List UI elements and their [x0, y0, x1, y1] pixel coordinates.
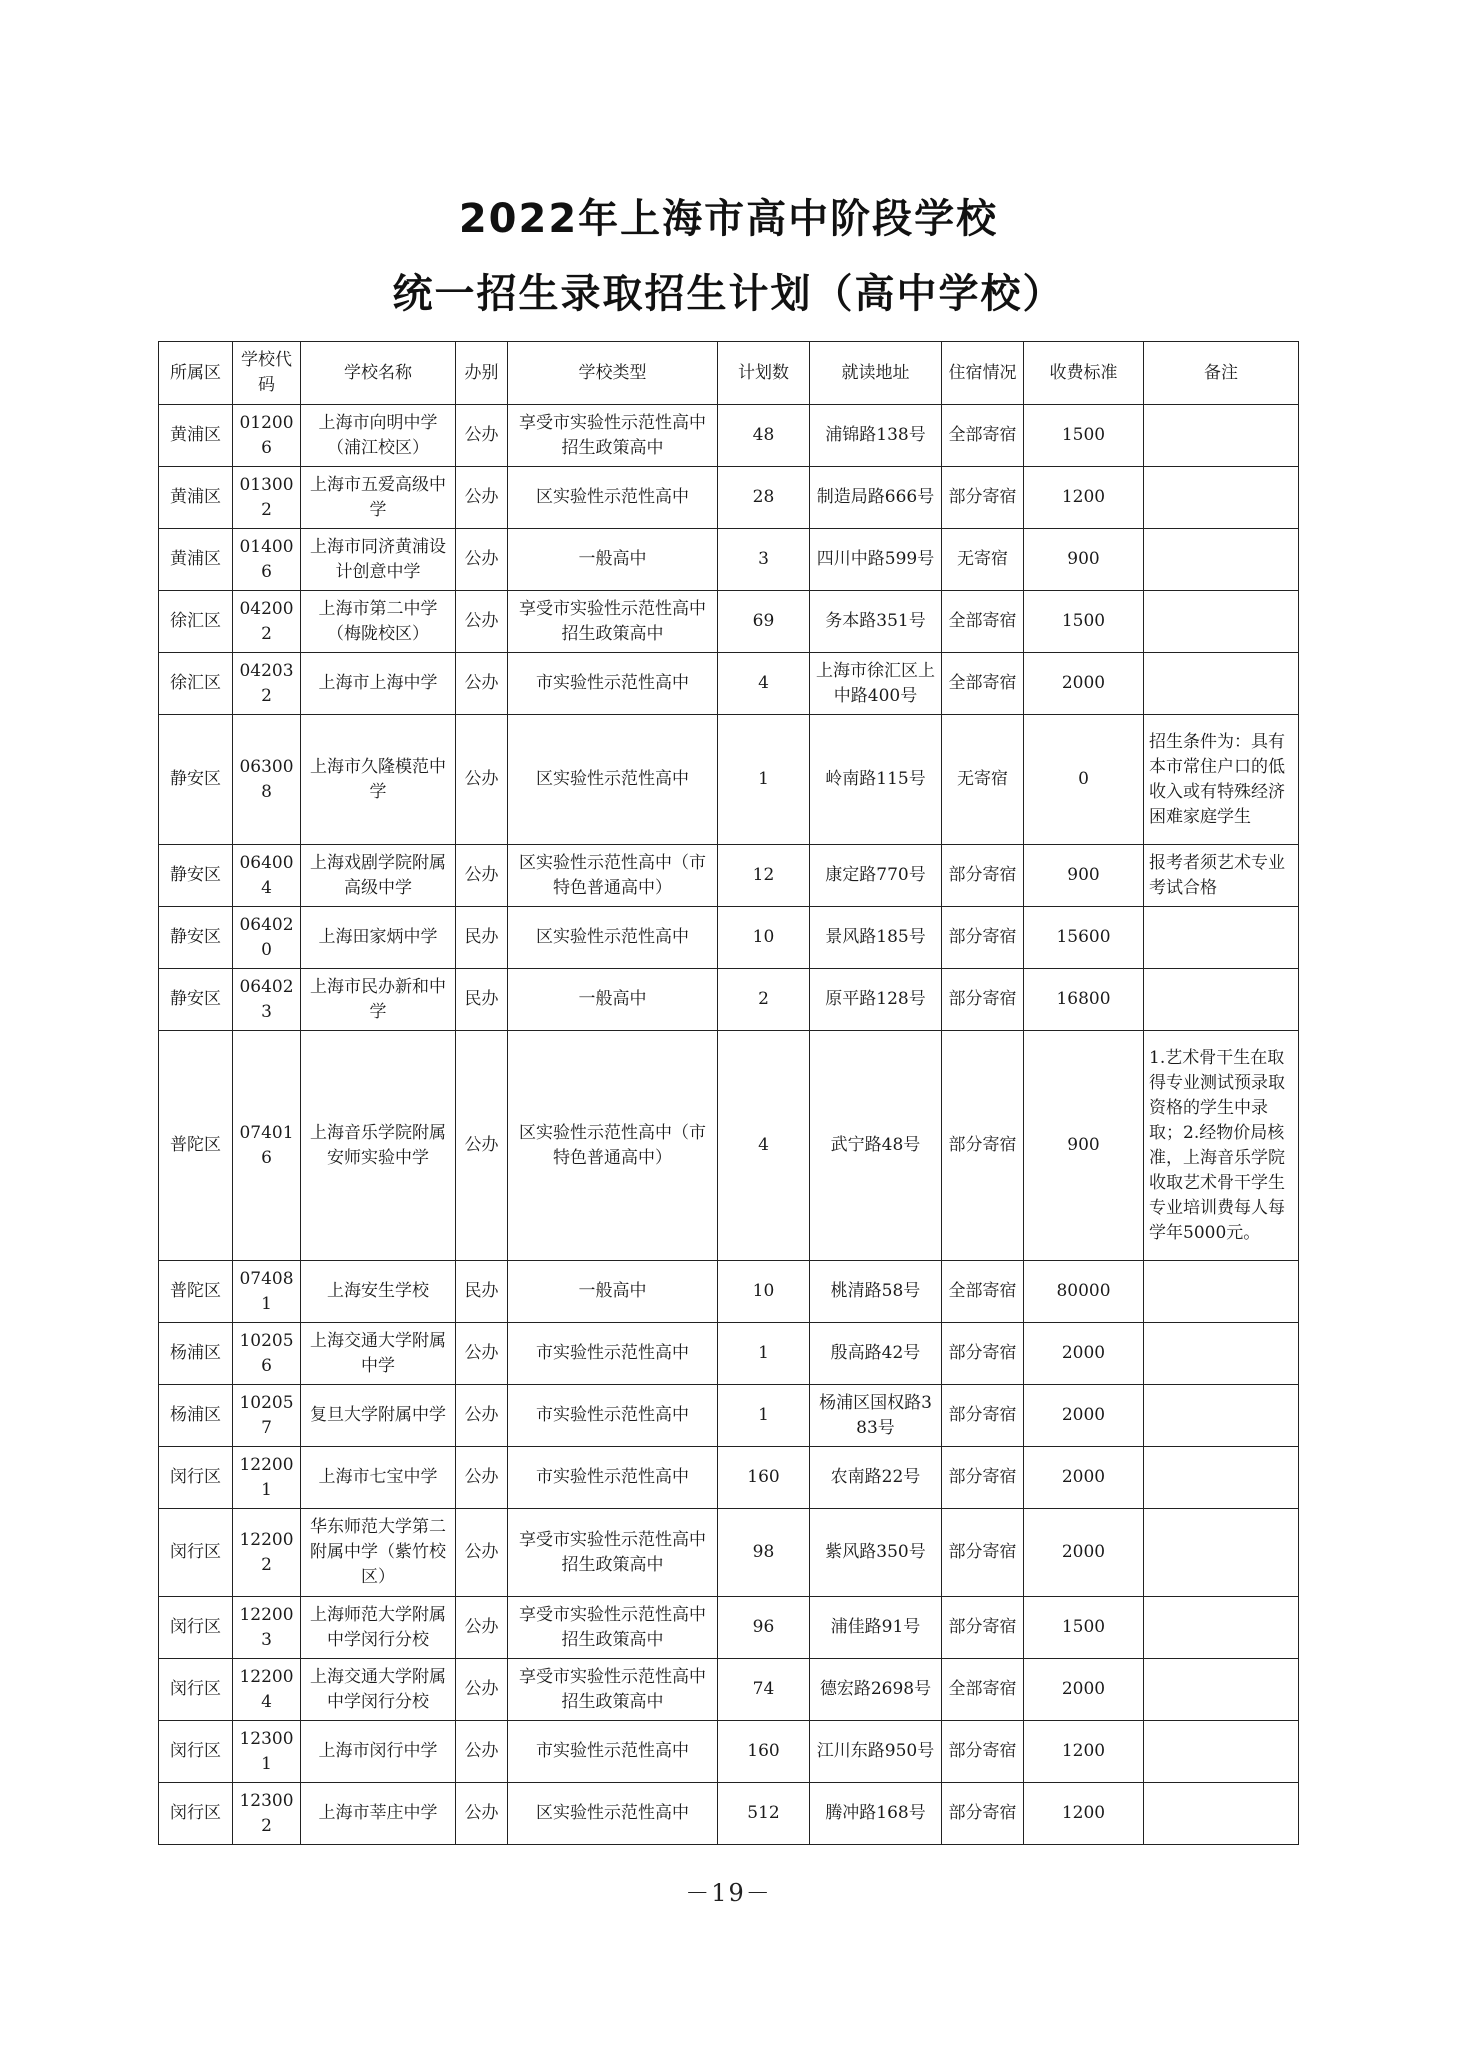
remark-cell: 报考者须艺术专业考试合格 — [1144, 845, 1299, 907]
table-cell: 闵行区 — [159, 1447, 233, 1509]
table-cell: 复旦大学附属中学 — [301, 1385, 456, 1447]
table-cell: 享受市实验性示范性高中招生政策高中 — [508, 405, 718, 467]
table-cell: 享受市实验性示范性高中招生政策高中 — [508, 1509, 718, 1597]
remark-cell — [1144, 1721, 1299, 1783]
table-cell: 区实验性示范性高中（市特色普通高中） — [508, 845, 718, 907]
table-cell: 96 — [718, 1597, 810, 1659]
table-cell: 殷高路42号 — [810, 1323, 942, 1385]
table-cell: 部分寄宿 — [942, 1447, 1024, 1509]
column-header: 学校名称 — [301, 342, 456, 405]
table-header-row — [159, 342, 1299, 405]
table-cell: 武宁路48号 — [810, 1031, 942, 1261]
table-cell: 公办 — [456, 1031, 508, 1261]
table-cell: 公办 — [456, 1447, 508, 1509]
table-cell: 部分寄宿 — [942, 907, 1024, 969]
table-row — [159, 1659, 1299, 1721]
table-cell: 部分寄宿 — [942, 1031, 1024, 1261]
table-cell: 享受市实验性示范性高中招生政策高中 — [508, 1597, 718, 1659]
table-cell: 德宏路2698号 — [810, 1659, 942, 1721]
table-cell: 部分寄宿 — [942, 467, 1024, 529]
table-cell: 2000 — [1024, 1659, 1144, 1721]
table-cell: 公办 — [456, 653, 508, 715]
table-row — [159, 1385, 1299, 1447]
table-cell: 区实验性示范性高中 — [508, 715, 718, 845]
table-cell: 公办 — [456, 1721, 508, 1783]
table-cell: 102057 — [233, 1385, 301, 1447]
table-cell: 122002 — [233, 1509, 301, 1597]
table-row — [159, 1031, 1299, 1261]
table-cell: 10 — [718, 1261, 810, 1323]
table-cell: 公办 — [456, 715, 508, 845]
table-cell: 黄浦区 — [159, 529, 233, 591]
table-cell: 景风路185号 — [810, 907, 942, 969]
table-cell: 一般高中 — [508, 1261, 718, 1323]
table-row — [159, 1447, 1299, 1509]
table-cell: 紫风路350号 — [810, 1509, 942, 1597]
table-cell: 公办 — [456, 845, 508, 907]
table-cell: 15600 — [1024, 907, 1144, 969]
table-cell: 69 — [718, 591, 810, 653]
table-cell: 512 — [718, 1783, 810, 1845]
table-cell: 静安区 — [159, 907, 233, 969]
table-cell: 杨浦区 — [159, 1385, 233, 1447]
table-cell: 公办 — [456, 1385, 508, 1447]
table-cell: 闵行区 — [159, 1659, 233, 1721]
table-cell: 160 — [718, 1447, 810, 1509]
table-cell: 122004 — [233, 1659, 301, 1721]
remark-cell — [1144, 1323, 1299, 1385]
table-cell: 160 — [718, 1721, 810, 1783]
table-cell: 2000 — [1024, 1509, 1144, 1597]
table-cell: 上海市徐汇区上中路400号 — [810, 653, 942, 715]
table-cell: 上海交通大学附属中学 — [301, 1323, 456, 1385]
page-title-line1: 2022年上海市高中阶段学校 — [458, 196, 999, 242]
table-row — [159, 653, 1299, 715]
table-cell: 普陀区 — [159, 1261, 233, 1323]
table-cell: 上海市七宝中学 — [301, 1447, 456, 1509]
table-cell: 部分寄宿 — [942, 1385, 1024, 1447]
table-cell: 黄浦区 — [159, 405, 233, 467]
table-cell: 063008 — [233, 715, 301, 845]
column-header: 备注 — [1144, 342, 1299, 405]
table-body — [159, 405, 1299, 1845]
table-cell: 1 — [718, 1323, 810, 1385]
table-cell: 013002 — [233, 467, 301, 529]
table-cell: 农南路22号 — [810, 1447, 942, 1509]
table-cell: 上海市同济黄浦设计创意中学 — [301, 529, 456, 591]
column-header: 住宿情况 — [942, 342, 1024, 405]
table-cell: 上海市闵行中学 — [301, 1721, 456, 1783]
table-cell: 公办 — [456, 1597, 508, 1659]
table-cell: 公办 — [456, 1783, 508, 1845]
table-cell: 部分寄宿 — [942, 1597, 1024, 1659]
table-cell: 12 — [718, 845, 810, 907]
table-cell: 上海市第二中学（梅陇校区） — [301, 591, 456, 653]
table-row — [159, 907, 1299, 969]
table-cell: 064020 — [233, 907, 301, 969]
table-cell: 900 — [1024, 1031, 1144, 1261]
table-cell: 1200 — [1024, 1721, 1144, 1783]
table-cell: 公办 — [456, 529, 508, 591]
table-cell: 上海田家炳中学 — [301, 907, 456, 969]
table-cell: 静安区 — [159, 715, 233, 845]
table-cell: 区实验性示范性高中 — [508, 907, 718, 969]
table-cell: 闵行区 — [159, 1783, 233, 1845]
table-cell: 064023 — [233, 969, 301, 1031]
table-cell: 公办 — [456, 467, 508, 529]
table-cell: 48 — [718, 405, 810, 467]
table-cell: 杨浦区国权路383号 — [810, 1385, 942, 1447]
table-cell: 上海市向明中学（浦江校区） — [301, 405, 456, 467]
table-row — [159, 715, 1299, 845]
remark-cell — [1144, 653, 1299, 715]
table-row — [159, 845, 1299, 907]
remark-cell — [1144, 1783, 1299, 1845]
table-cell: 全部寄宿 — [942, 1659, 1024, 1721]
table-cell: 1 — [718, 1385, 810, 1447]
remark-cell — [1144, 969, 1299, 1031]
table-cell: 98 — [718, 1509, 810, 1597]
table-cell: 123001 — [233, 1721, 301, 1783]
table-cell: 公办 — [456, 1509, 508, 1597]
table-cell: 1200 — [1024, 467, 1144, 529]
table-cell: 康定路770号 — [810, 845, 942, 907]
table-cell: 无寄宿 — [942, 715, 1024, 845]
table-cell: 民办 — [456, 1261, 508, 1323]
table-row — [159, 1721, 1299, 1783]
remark-cell — [1144, 1509, 1299, 1597]
table-cell: 122001 — [233, 1447, 301, 1509]
remark-cell — [1144, 907, 1299, 969]
table-cell: 无寄宿 — [942, 529, 1024, 591]
table-cell: 市实验性示范性高中 — [508, 1323, 718, 1385]
table-cell: 上海市久隆模范中学 — [301, 715, 456, 845]
table-row — [159, 1323, 1299, 1385]
table-cell: 普陀区 — [159, 1031, 233, 1261]
column-header: 计划数 — [718, 342, 810, 405]
table-cell: 闵行区 — [159, 1597, 233, 1659]
table-cell: 2000 — [1024, 1385, 1144, 1447]
table-cell: 部分寄宿 — [942, 1323, 1024, 1385]
table-cell: 2000 — [1024, 1447, 1144, 1509]
table-row — [159, 1783, 1299, 1845]
table-cell: 公办 — [456, 591, 508, 653]
table-cell: 徐汇区 — [159, 591, 233, 653]
table-cell: 900 — [1024, 529, 1144, 591]
table-cell: 上海安生学校 — [301, 1261, 456, 1323]
table-cell: 全部寄宿 — [942, 405, 1024, 467]
table-cell: 0 — [1024, 715, 1144, 845]
table-cell: 区实验性示范性高中（市特色普通高中） — [508, 1031, 718, 1261]
table-cell: 80000 — [1024, 1261, 1144, 1323]
column-header: 所属区 — [159, 342, 233, 405]
table-cell: 江川东路950号 — [810, 1721, 942, 1783]
table-cell: 民办 — [456, 969, 508, 1031]
table-cell: 公办 — [456, 1659, 508, 1721]
table-cell: 区实验性示范性高中 — [508, 1783, 718, 1845]
table-cell: 2000 — [1024, 653, 1144, 715]
table-cell: 一般高中 — [508, 529, 718, 591]
table-cell: 四川中路599号 — [810, 529, 942, 591]
table-cell: 10 — [718, 907, 810, 969]
page-number: －19－ — [685, 1879, 772, 1907]
table-cell: 上海师范大学附属中学闵行分校 — [301, 1597, 456, 1659]
table-cell: 上海戏剧学院附属高级中学 — [301, 845, 456, 907]
table-cell: 徐汇区 — [159, 653, 233, 715]
table-cell: 制造局路666号 — [810, 467, 942, 529]
table-cell: 042032 — [233, 653, 301, 715]
table-row — [159, 405, 1299, 467]
column-header: 学校代码 — [233, 342, 301, 405]
table-cell: 静安区 — [159, 969, 233, 1031]
table-cell: 部分寄宿 — [942, 845, 1024, 907]
table-cell: 市实验性示范性高中 — [508, 1721, 718, 1783]
table-cell: 1500 — [1024, 1597, 1144, 1659]
table-cell: 部分寄宿 — [942, 1509, 1024, 1597]
table-cell: 杨浦区 — [159, 1323, 233, 1385]
enrollment-plan-table — [158, 341, 1299, 1845]
table-cell: 黄浦区 — [159, 467, 233, 529]
table-cell: 28 — [718, 467, 810, 529]
table-cell: 上海音乐学院附属安师实验中学 — [301, 1031, 456, 1261]
table-cell: 务本路351号 — [810, 591, 942, 653]
table-cell: 064004 — [233, 845, 301, 907]
table-cell: 全部寄宿 — [942, 591, 1024, 653]
column-header: 学校类型 — [508, 342, 718, 405]
table-cell: 闵行区 — [159, 1509, 233, 1597]
table-cell: 桃清路58号 — [810, 1261, 942, 1323]
table-cell: 岭南路115号 — [810, 715, 942, 845]
remark-cell — [1144, 467, 1299, 529]
table-cell: 上海市民办新和中学 — [301, 969, 456, 1031]
table-cell: 闵行区 — [159, 1721, 233, 1783]
table-cell: 042002 — [233, 591, 301, 653]
remark-cell — [1144, 1447, 1299, 1509]
remark-cell — [1144, 405, 1299, 467]
table-cell: 公办 — [456, 405, 508, 467]
remark-cell — [1144, 529, 1299, 591]
table-cell: 1500 — [1024, 405, 1144, 467]
remark-cell — [1144, 1597, 1299, 1659]
table-row — [159, 1597, 1299, 1659]
page-title-line2: 统一招生录取招生计划（高中学校） — [392, 271, 1065, 317]
column-header: 收费标准 — [1024, 342, 1144, 405]
table-cell: 1200 — [1024, 1783, 1144, 1845]
column-header: 办别 — [456, 342, 508, 405]
table-cell: 部分寄宿 — [942, 1783, 1024, 1845]
remark-cell: 招生条件为：具有本市常住户口的低收入或有特殊经济困难家庭学生 — [1144, 715, 1299, 845]
table-cell: 民办 — [456, 907, 508, 969]
table-cell: 074081 — [233, 1261, 301, 1323]
table-cell: 浦锦路138号 — [810, 405, 942, 467]
table-cell: 900 — [1024, 845, 1144, 907]
table-cell: 公办 — [456, 1323, 508, 1385]
table-cell: 1500 — [1024, 591, 1144, 653]
table-cell: 74 — [718, 1659, 810, 1721]
table-cell: 市实验性示范性高中 — [508, 1385, 718, 1447]
remark-cell — [1144, 591, 1299, 653]
table-cell: 1 — [718, 715, 810, 845]
table-row — [159, 1509, 1299, 1597]
table-row — [159, 467, 1299, 529]
table-cell: 原平路128号 — [810, 969, 942, 1031]
table-cell: 部分寄宿 — [942, 969, 1024, 1031]
remark-cell: 1.艺术骨干生在取得专业测试预录取资格的学生中录取；2.经物价局核准，上海音乐学院收取艺术骨干学生专业培训费每人每学年5000元。 — [1144, 1031, 1299, 1261]
table-cell: 市实验性示范性高中 — [508, 1447, 718, 1509]
table-cell: 102056 — [233, 1323, 301, 1385]
table-cell: 3 — [718, 529, 810, 591]
table-cell: 华东师范大学第二附属中学（紫竹校区） — [301, 1509, 456, 1597]
table-cell: 012006 — [233, 405, 301, 467]
remark-cell — [1144, 1261, 1299, 1323]
table-cell: 014006 — [233, 529, 301, 591]
table-cell: 4 — [718, 653, 810, 715]
table-cell: 122003 — [233, 1597, 301, 1659]
table-cell: 上海市上海中学 — [301, 653, 456, 715]
table-cell: 部分寄宿 — [942, 1721, 1024, 1783]
table-cell: 上海市莘庄中学 — [301, 1783, 456, 1845]
column-header: 就读地址 — [810, 342, 942, 405]
table-cell: 2 — [718, 969, 810, 1031]
table-cell: 16800 — [1024, 969, 1144, 1031]
remark-cell — [1144, 1385, 1299, 1447]
table-cell: 074016 — [233, 1031, 301, 1261]
table-cell: 腾冲路168号 — [810, 1783, 942, 1845]
table-row — [159, 969, 1299, 1031]
table-cell: 区实验性示范性高中 — [508, 467, 718, 529]
table-cell: 全部寄宿 — [942, 653, 1024, 715]
remark-cell — [1144, 1659, 1299, 1721]
table-cell: 市实验性示范性高中 — [508, 653, 718, 715]
table-row — [159, 1261, 1299, 1323]
table-cell: 上海市五爱高级中学 — [301, 467, 456, 529]
table-cell: 浦佳路91号 — [810, 1597, 942, 1659]
table-cell: 静安区 — [159, 845, 233, 907]
table-row — [159, 591, 1299, 653]
table-cell: 4 — [718, 1031, 810, 1261]
table-cell: 享受市实验性示范性高中招生政策高中 — [508, 1659, 718, 1721]
table-cell: 123002 — [233, 1783, 301, 1845]
table-cell: 一般高中 — [508, 969, 718, 1031]
table-cell: 上海交通大学附属中学闵行分校 — [301, 1659, 456, 1721]
table-cell: 全部寄宿 — [942, 1261, 1024, 1323]
table-cell: 享受市实验性示范性高中招生政策高中 — [508, 591, 718, 653]
table-cell: 2000 — [1024, 1323, 1144, 1385]
table-row — [159, 529, 1299, 591]
